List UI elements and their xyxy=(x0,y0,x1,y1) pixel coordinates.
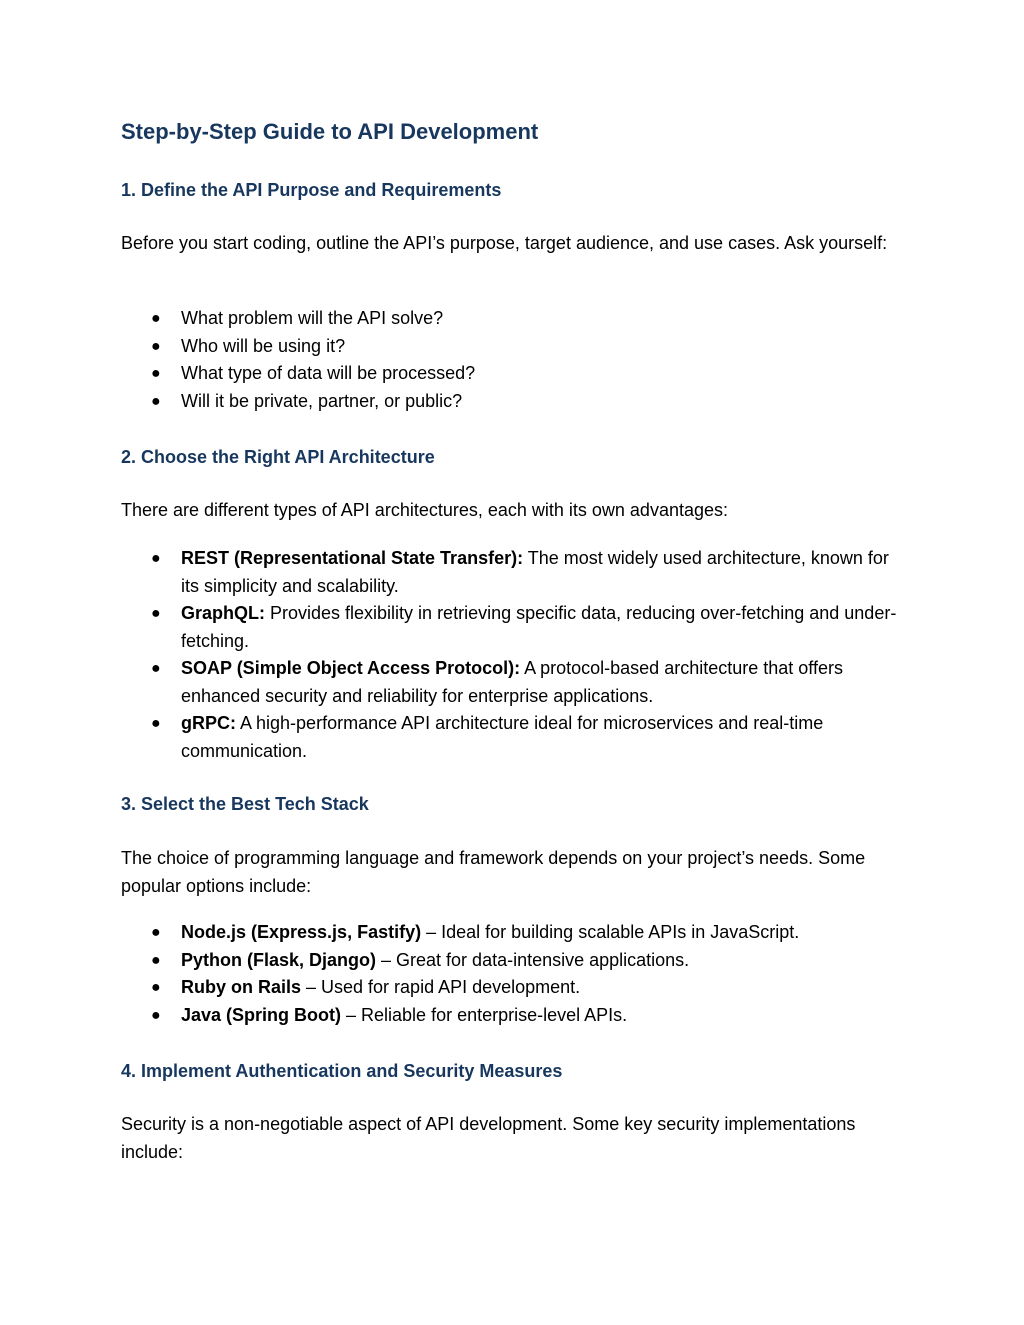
list-item xyxy=(121,947,911,975)
list-item-text: Provides flexibility in retrieving specific data, reducing over-fetching and under-fetching. xyxy=(181,603,897,651)
list-item-text: A high-performance API architecture ideal for microservices and real-time communication. xyxy=(181,713,824,761)
bullet-dot-icon: ● xyxy=(151,337,161,355)
section-4-intro: Security is a non-negotiable aspect of API development. Some key security implementations include: xyxy=(121,1114,856,1162)
bullet-dot-icon: ● xyxy=(151,951,161,969)
list-item xyxy=(121,360,911,388)
list-item-term: GraphQL: xyxy=(181,603,265,623)
bullet-dot-icon: ● xyxy=(151,924,161,941)
section-3-intro: The choice of programming language and framework depends on your project’s needs. Some popular options include: xyxy=(121,848,866,896)
list-item-text: The most widely used architecture, known for its simplicity and scalability. xyxy=(181,548,889,596)
section-1-intro: Before you start coding, outline the API’s purpose, target audience, and use cases. Ask yourself: xyxy=(121,233,888,253)
section-4-heading: 4. Implement Authentication and Security Measures xyxy=(121,1061,563,1081)
bullet-dot-icon: ● xyxy=(151,605,161,622)
list-item-text: Who will be using it? xyxy=(181,335,346,356)
list-item-term: Python (Flask, Django) xyxy=(181,949,377,970)
section-1-list xyxy=(121,305,911,415)
list-item xyxy=(121,655,911,710)
list-item-term: Java (Spring Boot) xyxy=(181,1004,342,1025)
bullet-dot-icon: ● xyxy=(151,715,161,732)
list-item-text: Will it be private, partner, or public? xyxy=(181,390,463,411)
section-2-list xyxy=(121,545,911,765)
section-1-heading: 1. Define the API Purpose and Requirements xyxy=(121,180,502,200)
list-item-text: What type of data will be processed? xyxy=(181,363,476,383)
list-item-text: A protocol-based architecture that offers enhanced security and reliability for enterprise applications. xyxy=(181,658,843,706)
bullet-dot-icon: ● xyxy=(151,550,161,567)
section-2-intro: There are different types of API architectures, each with its own advantages: xyxy=(121,500,728,520)
bullet-dot-icon: ● xyxy=(151,660,161,677)
section-3-list xyxy=(121,919,911,1029)
list-item-term: Ruby on Rails xyxy=(181,977,302,997)
list-item xyxy=(121,600,911,655)
list-item xyxy=(121,1002,911,1030)
list-item-text: – Ideal for building scalable APIs in JavaScript. xyxy=(421,922,800,942)
list-item-text: – Great for data-intensive applications. xyxy=(376,949,690,970)
list-item xyxy=(121,710,911,765)
list-item-term: SOAP (Simple Object Access Protocol): xyxy=(181,658,521,678)
list-item xyxy=(121,333,911,361)
document-title: Step-by-Step Guide to API Development xyxy=(121,119,539,144)
section-2-heading: 2. Choose the Right API Architecture xyxy=(121,447,435,467)
list-item xyxy=(121,545,911,600)
bullet-dot-icon: ● xyxy=(151,1006,161,1024)
bullet-dot-icon: ● xyxy=(151,310,161,327)
bullet-dot-icon: ● xyxy=(151,979,161,996)
list-item xyxy=(121,919,911,947)
list-item-text: – Reliable for enterprise-level APIs. xyxy=(341,1004,628,1025)
list-item xyxy=(121,974,911,1002)
bullet-dot-icon: ● xyxy=(151,365,161,382)
list-item xyxy=(121,388,911,416)
list-item xyxy=(121,305,911,333)
list-item-term: gRPC: xyxy=(181,713,236,733)
section-3-heading: 3. Select the Best Tech Stack xyxy=(121,794,369,814)
bullet-dot-icon: ● xyxy=(151,392,161,410)
list-item-text: – Used for rapid API development. xyxy=(301,977,581,997)
list-item-term: REST (Representational State Transfer): xyxy=(181,548,524,568)
list-item-term: Node.js (Express.js, Fastify) xyxy=(181,922,422,942)
list-item-text: What problem will the API solve? xyxy=(181,308,444,328)
